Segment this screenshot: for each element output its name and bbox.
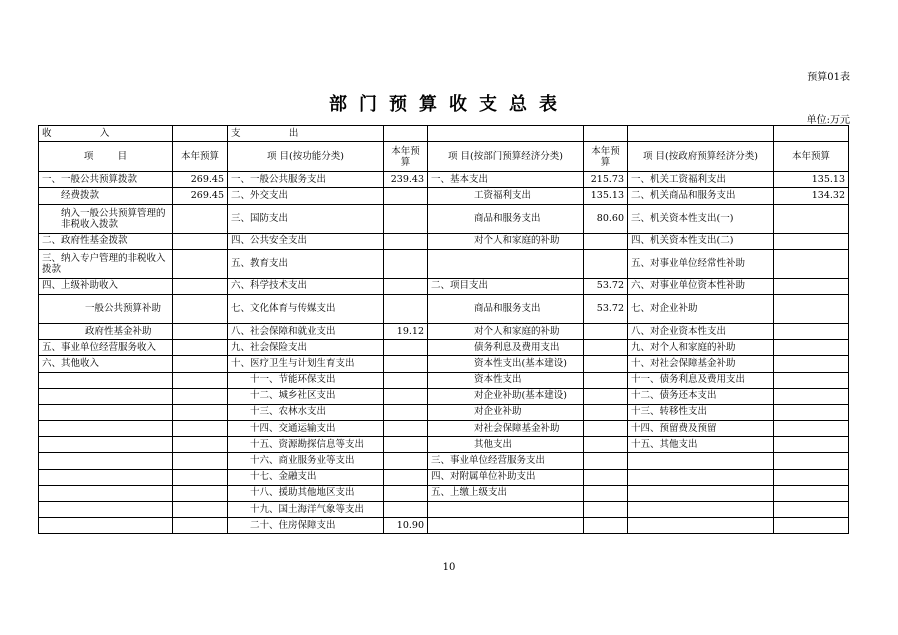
income-expense-header-row <box>39 126 849 142</box>
gov-econ-item-cell: 九、对个人和家庭的补助 <box>628 340 774 356</box>
column-header: 本年预算 <box>774 142 849 172</box>
income-item-cell <box>39 421 173 437</box>
page-number: 10 <box>442 562 456 573</box>
dept-econ-item-cell: 资本性支出(基本建设) <box>428 356 584 372</box>
column-header: 项 目 <box>39 142 173 172</box>
dept-econ-item-cell: 二、项目支出 <box>428 278 584 294</box>
table-row <box>39 249 849 278</box>
function-budget-cell <box>384 233 428 249</box>
expense-header: 支 出 <box>228 126 384 142</box>
function-budget-cell <box>384 453 428 469</box>
income-item-cell: 二、政府性基金拨款 <box>39 233 173 249</box>
table-cell <box>584 126 628 142</box>
table-row <box>39 485 849 501</box>
gov-econ-budget-cell <box>774 372 849 388</box>
gov-econ-item-cell: 五、对事业单位经常性补助 <box>628 249 774 278</box>
gov-econ-budget-cell <box>774 485 849 501</box>
gov-econ-budget-cell <box>774 340 849 356</box>
function-item-cell: 十九、国土海洋气象等支出 <box>228 502 384 518</box>
income-item-cell: 四、上级补助收入 <box>39 278 173 294</box>
dept-econ-item-cell: 一、基本支出 <box>428 172 584 188</box>
gov-econ-budget-cell <box>774 437 849 453</box>
table-row <box>39 437 849 453</box>
function-item-cell: 四、公共安全支出 <box>228 233 384 249</box>
table-cell <box>173 126 228 142</box>
income-item-cell: 三、纳入专户管理的非税收入拨款 <box>39 249 173 278</box>
table-row <box>39 388 849 404</box>
function-item-cell: 十三、农林水支出 <box>228 404 384 420</box>
function-budget-cell <box>384 372 428 388</box>
dept-econ-item-cell: 对个人和家庭的补助 <box>428 323 584 339</box>
column-header: 项 目(按部门预算经济分类) <box>428 142 584 172</box>
dept-econ-item-cell <box>428 502 584 518</box>
income-budget-cell <box>173 453 228 469</box>
function-item-cell: 十六、商业服务业等支出 <box>228 453 384 469</box>
table-row <box>39 502 849 518</box>
dept-econ-budget-cell <box>584 469 628 485</box>
income-item-cell: 政府性基金补助 <box>39 323 173 339</box>
gov-econ-budget-cell <box>774 518 849 534</box>
table-row <box>39 278 849 294</box>
dept-econ-budget-cell <box>584 453 628 469</box>
income-budget-cell <box>173 356 228 372</box>
gov-econ-item-cell <box>628 502 774 518</box>
dept-econ-budget-cell <box>584 421 628 437</box>
function-item-cell: 十二、城乡社区支出 <box>228 388 384 404</box>
function-budget-cell <box>384 404 428 420</box>
gov-econ-item-cell: 一、机关工资福利支出 <box>628 172 774 188</box>
gov-econ-item-cell <box>628 453 774 469</box>
gov-econ-item-cell: 十五、其他支出 <box>628 437 774 453</box>
function-budget-cell: 10.90 <box>384 518 428 534</box>
dept-econ-item-cell: 对个人和家庭的补助 <box>428 233 584 249</box>
dept-econ-item-cell: 债务利息及费用支出 <box>428 340 584 356</box>
column-header: 本年预算 <box>584 142 628 172</box>
table-row <box>39 323 849 339</box>
table-row <box>39 204 849 233</box>
gov-econ-item-cell: 八、对企业资本性支出 <box>628 323 774 339</box>
dept-econ-budget-cell <box>584 404 628 420</box>
function-budget-cell <box>384 249 428 278</box>
dept-econ-item-cell: 对企业补助(基本建设) <box>428 388 584 404</box>
dept-econ-budget-cell: 80.60 <box>584 204 628 233</box>
income-item-cell <box>39 372 173 388</box>
gov-econ-item-cell <box>628 518 774 534</box>
income-budget-cell <box>173 469 228 485</box>
dept-econ-item-cell <box>428 249 584 278</box>
function-item-cell: 七、文化体育与传媒支出 <box>228 294 384 323</box>
gov-econ-budget-cell <box>774 453 849 469</box>
gov-econ-item-cell <box>628 485 774 501</box>
income-budget-cell <box>173 404 228 420</box>
income-budget-cell: 269.45 <box>173 172 228 188</box>
gov-econ-item-cell: 三、机关资本性支出(一) <box>628 204 774 233</box>
table-row <box>39 233 849 249</box>
income-budget-cell <box>173 204 228 233</box>
form-number: 预算01表 <box>807 72 850 83</box>
income-item-cell: 六、其他收入 <box>39 356 173 372</box>
unit-label: 单位:万元 <box>806 115 850 126</box>
table-row <box>39 188 849 204</box>
function-budget-cell: 19.12 <box>384 323 428 339</box>
gov-econ-budget-cell <box>774 356 849 372</box>
dept-econ-budget-cell: 53.72 <box>584 278 628 294</box>
income-budget-cell <box>173 323 228 339</box>
income-budget-cell <box>173 249 228 278</box>
dept-econ-budget-cell <box>584 249 628 278</box>
function-budget-cell <box>384 421 428 437</box>
dept-econ-item-cell: 四、对附属单位补助支出 <box>428 469 584 485</box>
dept-econ-item-cell: 商品和服务支出 <box>428 294 584 323</box>
table-cell <box>628 126 774 142</box>
gov-econ-item-cell: 十、对社会保障基金补助 <box>628 356 774 372</box>
column-header: 本年预算 <box>173 142 228 172</box>
dept-econ-budget-cell <box>584 518 628 534</box>
income-budget-cell <box>173 485 228 501</box>
dept-econ-budget-cell <box>584 356 628 372</box>
function-budget-cell <box>384 294 428 323</box>
dept-econ-budget-cell <box>584 485 628 501</box>
function-item-cell: 八、社会保障和就业支出 <box>228 323 384 339</box>
gov-econ-item-cell: 十三、转移性支出 <box>628 404 774 420</box>
function-item-cell: 二、外交支出 <box>228 188 384 204</box>
function-item-cell: 十七、金融支出 <box>228 469 384 485</box>
dept-econ-item-cell: 三、事业单位经营服务支出 <box>428 453 584 469</box>
gov-econ-budget-cell: 135.13 <box>774 172 849 188</box>
table-row <box>39 356 849 372</box>
gov-econ-item-cell: 十四、预留费及预留 <box>628 421 774 437</box>
function-budget-cell <box>384 356 428 372</box>
income-budget-cell <box>173 421 228 437</box>
table-row <box>39 294 849 323</box>
table-row <box>39 340 849 356</box>
function-item-cell: 一、一般公共服务支出 <box>228 172 384 188</box>
column-header: 项 目(按功能分类) <box>228 142 384 172</box>
gov-econ-item-cell: 十一、债务利息及费用支出 <box>628 372 774 388</box>
dept-econ-budget-cell: 135.13 <box>584 188 628 204</box>
function-item-cell: 二十、住房保障支出 <box>228 518 384 534</box>
column-header: 本年预算 <box>384 142 428 172</box>
gov-econ-item-cell: 二、机关商品和服务支出 <box>628 188 774 204</box>
dept-econ-item-cell <box>428 518 584 534</box>
table-row <box>39 469 849 485</box>
table-row <box>39 404 849 420</box>
dept-econ-budget-cell: 53.72 <box>584 294 628 323</box>
dept-econ-item-cell: 商品和服务支出 <box>428 204 584 233</box>
gov-econ-item-cell <box>628 469 774 485</box>
dept-econ-item-cell: 对企业补助 <box>428 404 584 420</box>
function-item-cell: 十一、节能环保支出 <box>228 372 384 388</box>
income-item-cell: 一、一般公共预算拨款 <box>39 172 173 188</box>
table-cell <box>774 126 849 142</box>
gov-econ-budget-cell <box>774 204 849 233</box>
gov-econ-item-cell: 六、对事业单位资本性补助 <box>628 278 774 294</box>
dept-econ-budget-cell: 215.73 <box>584 172 628 188</box>
income-item-cell: 五、事业单位经营服务收入 <box>39 340 173 356</box>
table-row <box>39 172 849 188</box>
income-budget-cell <box>173 294 228 323</box>
gov-econ-budget-cell <box>774 404 849 420</box>
income-item-cell: 纳入一般公共预算管理的非税收入拨款 <box>39 204 173 233</box>
income-budget-cell: 269.45 <box>173 188 228 204</box>
dept-econ-budget-cell <box>584 323 628 339</box>
income-budget-cell <box>173 372 228 388</box>
function-item-cell: 九、社会保险支出 <box>228 340 384 356</box>
function-budget-cell <box>384 188 428 204</box>
column-header-row <box>39 142 849 172</box>
function-budget-cell <box>384 437 428 453</box>
income-item-cell <box>39 469 173 485</box>
function-budget-cell <box>384 502 428 518</box>
function-item-cell: 十四、交通运输支出 <box>228 421 384 437</box>
income-item-cell <box>39 453 173 469</box>
dept-econ-item-cell: 工资福利支出 <box>428 188 584 204</box>
function-item-cell: 十五、资源勘探信息等支出 <box>228 437 384 453</box>
function-budget-cell <box>384 388 428 404</box>
income-budget-cell <box>173 518 228 534</box>
function-budget-cell <box>384 278 428 294</box>
gov-econ-item-cell: 七、对企业补助 <box>628 294 774 323</box>
income-item-cell: 一般公共预算补助 <box>39 294 173 323</box>
dept-econ-budget-cell <box>584 437 628 453</box>
function-budget-cell <box>384 469 428 485</box>
dept-econ-item-cell: 其他支出 <box>428 437 584 453</box>
income-budget-cell <box>173 388 228 404</box>
gov-econ-item-cell: 四、机关资本性支出(二) <box>628 233 774 249</box>
function-budget-cell <box>384 204 428 233</box>
function-item-cell: 三、国防支出 <box>228 204 384 233</box>
gov-econ-item-cell: 十二、债务还本支出 <box>628 388 774 404</box>
gov-econ-budget-cell <box>774 294 849 323</box>
income-item-cell <box>39 404 173 420</box>
income-item-cell: 经费拨款 <box>39 188 173 204</box>
gov-econ-budget-cell <box>774 233 849 249</box>
column-header: 项 目(按政府预算经济分类) <box>628 142 774 172</box>
budget-table <box>38 125 849 534</box>
income-item-cell <box>39 518 173 534</box>
income-budget-cell <box>173 340 228 356</box>
gov-econ-budget-cell <box>774 323 849 339</box>
function-item-cell: 五、教育支出 <box>228 249 384 278</box>
income-item-cell <box>39 437 173 453</box>
table-cell <box>384 126 428 142</box>
function-item-cell: 十八、援助其他地区支出 <box>228 485 384 501</box>
gov-econ-budget-cell <box>774 249 849 278</box>
gov-econ-budget-cell <box>774 421 849 437</box>
table-row <box>39 453 849 469</box>
function-budget-cell <box>384 340 428 356</box>
table-row <box>39 372 849 388</box>
dept-econ-budget-cell <box>584 372 628 388</box>
function-item-cell: 十、医疗卫生与计划生育支出 <box>228 356 384 372</box>
gov-econ-budget-cell <box>774 278 849 294</box>
dept-econ-item-cell: 资本性支出 <box>428 372 584 388</box>
income-item-cell <box>39 388 173 404</box>
dept-econ-budget-cell <box>584 388 628 404</box>
gov-econ-budget-cell <box>774 469 849 485</box>
table-cell <box>428 126 584 142</box>
gov-econ-budget-cell <box>774 388 849 404</box>
function-budget-cell: 239.43 <box>384 172 428 188</box>
income-item-cell <box>39 502 173 518</box>
table-row <box>39 518 849 534</box>
income-budget-cell <box>173 233 228 249</box>
income-item-cell <box>39 485 173 501</box>
dept-econ-item-cell: 对社会保障基金补助 <box>428 421 584 437</box>
page-title: 部门预算收支总表 <box>329 94 569 115</box>
dept-econ-item-cell: 五、上缴上级支出 <box>428 485 584 501</box>
dept-econ-budget-cell <box>584 340 628 356</box>
table-row <box>39 421 849 437</box>
function-budget-cell <box>384 485 428 501</box>
dept-econ-budget-cell <box>584 233 628 249</box>
gov-econ-budget-cell <box>774 502 849 518</box>
income-budget-cell <box>173 278 228 294</box>
income-header: 收 入 <box>39 126 173 142</box>
dept-econ-budget-cell <box>584 502 628 518</box>
gov-econ-budget-cell: 134.32 <box>774 188 849 204</box>
income-budget-cell <box>173 502 228 518</box>
function-item-cell: 六、科学技术支出 <box>228 278 384 294</box>
income-budget-cell <box>173 437 228 453</box>
